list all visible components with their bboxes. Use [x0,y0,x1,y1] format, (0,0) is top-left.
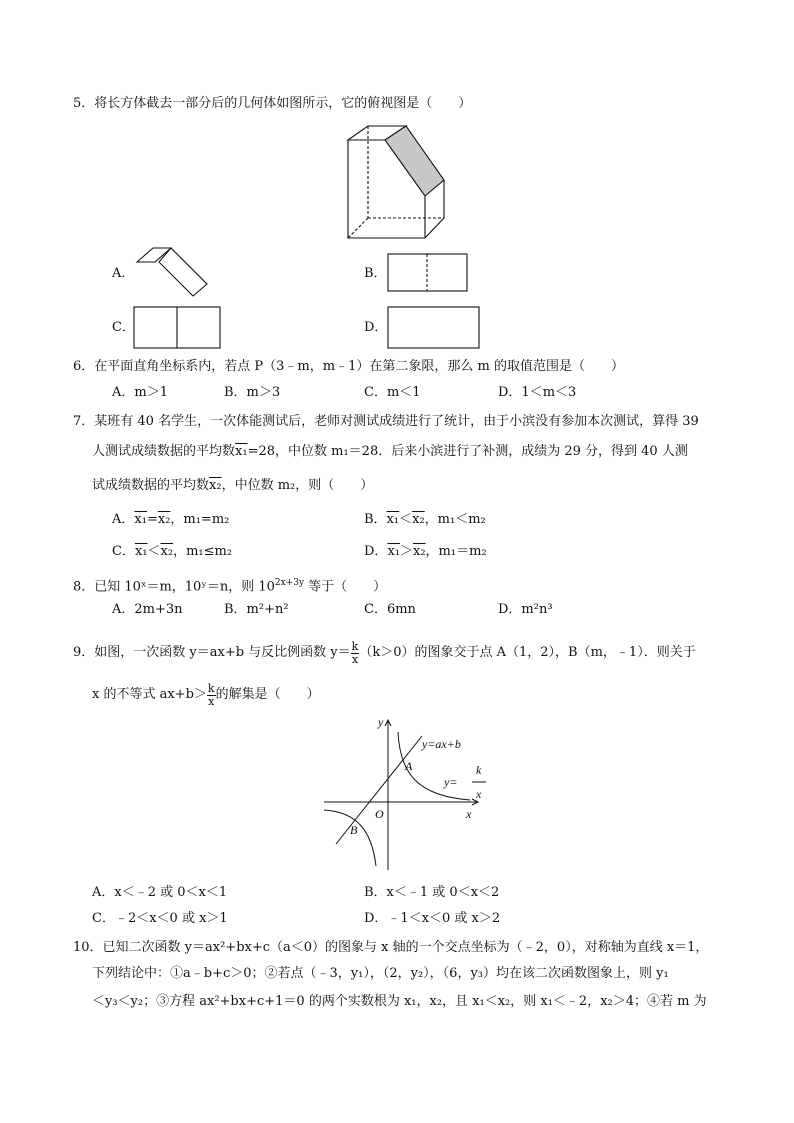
q8-stem [73,575,386,595]
q5-option-b-label: B． [364,266,387,281]
q5-option-d-figure [387,306,481,350]
q9-option-b: B．x＜﹣1 或 0＜x＜2 [364,885,500,900]
q10-line-1: 10．已知二次函数 y＝ax²+bx+c（a＜0）的图象与 x 轴的一个交点坐标为（﹣2，0），对称轴为直线 x＝1， [73,940,709,955]
q6-option-d: D．1＜m＜3 [498,385,577,400]
q7-option-d-x2: x₂ [413,544,426,559]
q7-line-3 [92,478,373,494]
q7-option-a-x1: x₁ [134,512,147,527]
q9-fraction-2 [207,683,216,708]
q8-option-c: C．6mn [364,602,416,617]
q6-option-c: C．m＜1 [364,385,421,400]
q6-stem: 6．在平面直角坐标系内，若点 P（3﹣m，m﹣1）在第二象限，那么 m 的取值范围是（ ） [73,359,624,374]
q9-option-a: A．x＜﹣2 或 0＜x＜1 [92,885,228,900]
q7-option-c-rel: ＜ [147,544,161,559]
q7-option-a [112,512,229,528]
q9-fraction-1-den: x [351,652,359,666]
q6-option-a: A．m＞1 [112,385,168,400]
q7-option-b-x2: x₂ [412,512,425,527]
q7-option-a-rel: = [146,512,158,527]
q5-option-c-figure [133,306,223,350]
q8-option-a: A．2m+3n [112,602,183,617]
q7-line-1: 7．某班有 40 名学生，一次体能测试后，老师对测试成绩进行了统计，由于小滨没有参加本次测试，算得 39 [73,414,699,429]
q7-option-c-x2: x₂ [160,544,174,559]
q8-exponent: 2x+3y [274,578,305,588]
q10-line-3: ＜y₃＜y₂；③方程 ax²+bx+c+1＝0 的两个实数根为 x₁，x₂，且 x₁＜x₂，则 x₁＜﹣2，x₂＞4；④若 m 为 [92,994,707,1009]
q7-line-2b: =28，中位数 m₁＝28．后来小滨进行了补测，成绩为 29 分，得到 40 人测 [247,444,688,459]
q9-option-d: D．﹣1＜x＜0 或 x＞2 [364,911,501,926]
q9-fraction-2-den: x [208,694,215,708]
q5-solid-figure [340,118,460,242]
q7-option-b-rel: ＜ [399,512,413,527]
q9-line-2b: 的解集是（ ） [215,687,320,702]
q7-option-d [364,544,487,560]
q6-option-b: B．m＞3 [224,385,281,400]
q5-option-b-figure [387,253,469,293]
q7-option-d-label: D． [364,544,388,559]
q7-line-3b: ，中位数 m₂，则（ ） [221,478,374,493]
q9-point-a-label: A [405,759,413,773]
q7-option-b [364,512,486,528]
q9-line-1b: （k＞0）的图象交于点 A（1，2），B（m，﹣1）．则关于 [359,645,696,660]
q7-mean-x1: x₁ [235,444,248,459]
q7-option-b-tail: ，m₁＜m₂ [424,512,486,527]
q5-option-d-label: D． [364,320,388,335]
q8-stem-a: 8．已知 10ˣ＝m，10ʸ＝n，则 10 [73,579,275,595]
q7-line-2a: 人测试成绩数据的平均数 [92,444,236,459]
q9-origin-label: O [375,807,384,821]
q7-option-b-label: B． [364,512,387,527]
q5-option-a-label: A． [112,266,135,281]
q9-line-1 [73,638,696,668]
q5-stem: 5．将长方体截去一部分后的几何体如图所示，它的俯视图是（ ） [73,96,472,111]
q7-option-a-tail: ，m₁=m₂ [170,512,230,527]
q9-y-axis-label: y [378,715,384,729]
q9-line-2 [92,680,320,710]
q9-line-label: y=ax+b [422,737,461,751]
q9-fraction-1-num: k [351,639,359,653]
q7-option-d-x1: x₁ [387,544,400,559]
q5-option-a-figure [135,246,211,300]
q8-option-b: B．m²+n² [224,602,289,617]
q9-fraction-1 [351,641,360,666]
q9-hyperbola-k: k [476,763,482,777]
q7-option-d-tail: ，m₁＝m₂ [425,544,487,559]
q7-option-b-x1: x₁ [386,512,400,527]
q7-option-c-label: C． [112,544,135,559]
q9-line-1a: 9．如图，一次函数 y＝ax+b 与反比例函数 y＝ [73,645,351,660]
q7-option-c-x1: x₁ [134,544,148,559]
q7-option-c [112,544,232,560]
q7-line-2 [92,444,688,460]
q10-line-2: 下列结论中：①a﹣b+c＞0；②若点（﹣3，y₁），（2，y₂），（6，y₃）均在该二次函数图象上，则 y₁ [92,966,669,981]
q7-option-a-label: A． [112,512,135,527]
q7-line-3a: 试成绩数据的平均数 [92,478,210,493]
q9-option-c: C．﹣2＜x＜0 或 x＞1 [92,911,228,926]
q9-hyperbola-label: y= [444,775,458,789]
q7-option-c-tail: ，m₁≤m₂ [173,544,233,559]
q7-option-a-x2: x₂ [157,512,171,527]
q9-fraction-2-num: k [207,681,215,695]
q8-option-d: D．m²n³ [498,602,553,617]
q9-function-graph [318,714,488,874]
q7-mean-x2: x₂ [209,478,222,493]
q9-x-axis-label: x [466,807,472,821]
q9-hyperbola-x: x [476,787,482,801]
q7-option-d-rel: ＞ [399,544,413,559]
q8-stem-b: 等于（ ） [304,579,387,595]
q5-option-c-label: C． [112,320,135,335]
q9-point-b-label: B [350,823,358,837]
q9-line-2a: x 的不等式 ax+b＞ [92,687,207,702]
